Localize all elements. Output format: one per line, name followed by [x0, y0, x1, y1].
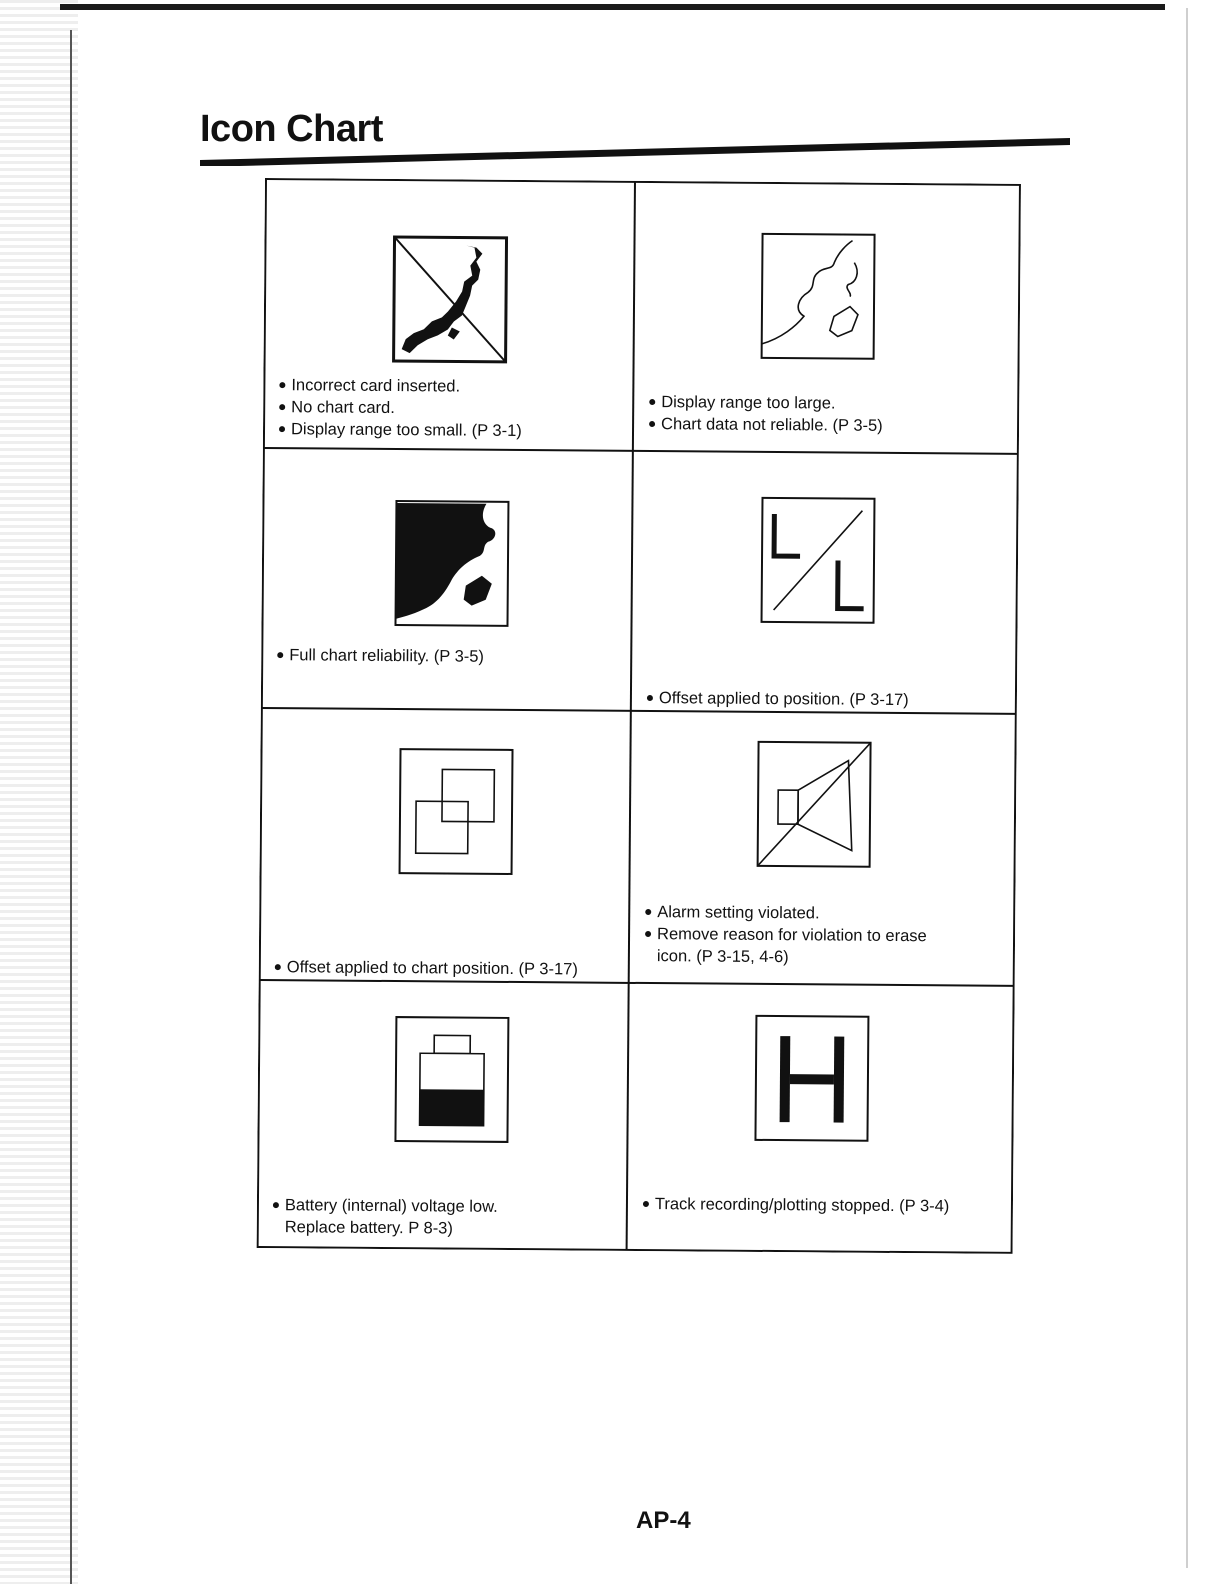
alarm-violated-icon [756, 740, 873, 869]
page-title: Icon Chart [200, 108, 383, 150]
description-line: Offset applied to chart position. (P 3-17) [273, 956, 578, 980]
icon-cell-full-reliability [261, 448, 633, 711]
battery-low-description [271, 1194, 498, 1240]
battery-low-icon [393, 1015, 510, 1144]
icon-cell-chart-offset [259, 708, 631, 983]
chart-outline-description [647, 391, 883, 437]
description-line: Incorrect card inserted. [277, 374, 522, 398]
description-line: Replace battery. P 8-3) [284, 1218, 453, 1238]
alarm-violated-description [643, 901, 927, 969]
description-line: Track recording/plotting stopped. (P 3-4) [641, 1193, 950, 1217]
track-stopped-description [641, 1193, 950, 1217]
position-offset-icon [760, 496, 877, 625]
chart-offset-icon [398, 747, 515, 876]
icon-cell-chart-outline [633, 181, 1021, 454]
description-line: Remove reason for violation to erase [643, 923, 927, 947]
description-line: Alarm setting violated. [643, 901, 927, 925]
no-chart-card-icon [392, 235, 509, 364]
binding-edge-line [70, 30, 72, 1584]
description-line: Offset applied to position. (P 3-17) [645, 687, 909, 711]
description-line: icon. (P 3-15, 4-6) [656, 947, 789, 967]
track-stopped-icon [753, 1014, 870, 1143]
description-line: Battery (internal) voltage low. [271, 1194, 498, 1218]
icon-cell-position-offset [631, 451, 1019, 714]
icon-cell-no-chart-card [263, 178, 635, 451]
description-line: Display range too large. [647, 391, 883, 415]
scan-margin-left [0, 0, 78, 1584]
description-line: Display range too small. (P 3-1) [277, 418, 522, 442]
icon-cell-battery-low [257, 980, 629, 1251]
page-number: AP-4 [636, 1507, 691, 1534]
icon-cell-alarm-violated [629, 711, 1017, 986]
chart-outline-icon [760, 232, 877, 361]
description-line: Chart data not reliable. (P 3-5) [647, 413, 883, 437]
no-chart-card-description [277, 374, 522, 442]
title-rule [200, 138, 1070, 166]
icon-chart-table [257, 178, 1021, 1254]
scan-top-edge [60, 4, 1165, 10]
chart-offset-description [273, 956, 578, 980]
full-reliability-description [275, 644, 484, 668]
description-line: No chart card. [277, 396, 522, 420]
description-line: Full chart reliability. (P 3-5) [275, 644, 484, 668]
position-offset-description [645, 687, 909, 711]
full-reliability-icon [393, 499, 510, 628]
scan-right-edge [1186, 8, 1188, 1568]
icon-cell-track-stopped [627, 983, 1015, 1254]
